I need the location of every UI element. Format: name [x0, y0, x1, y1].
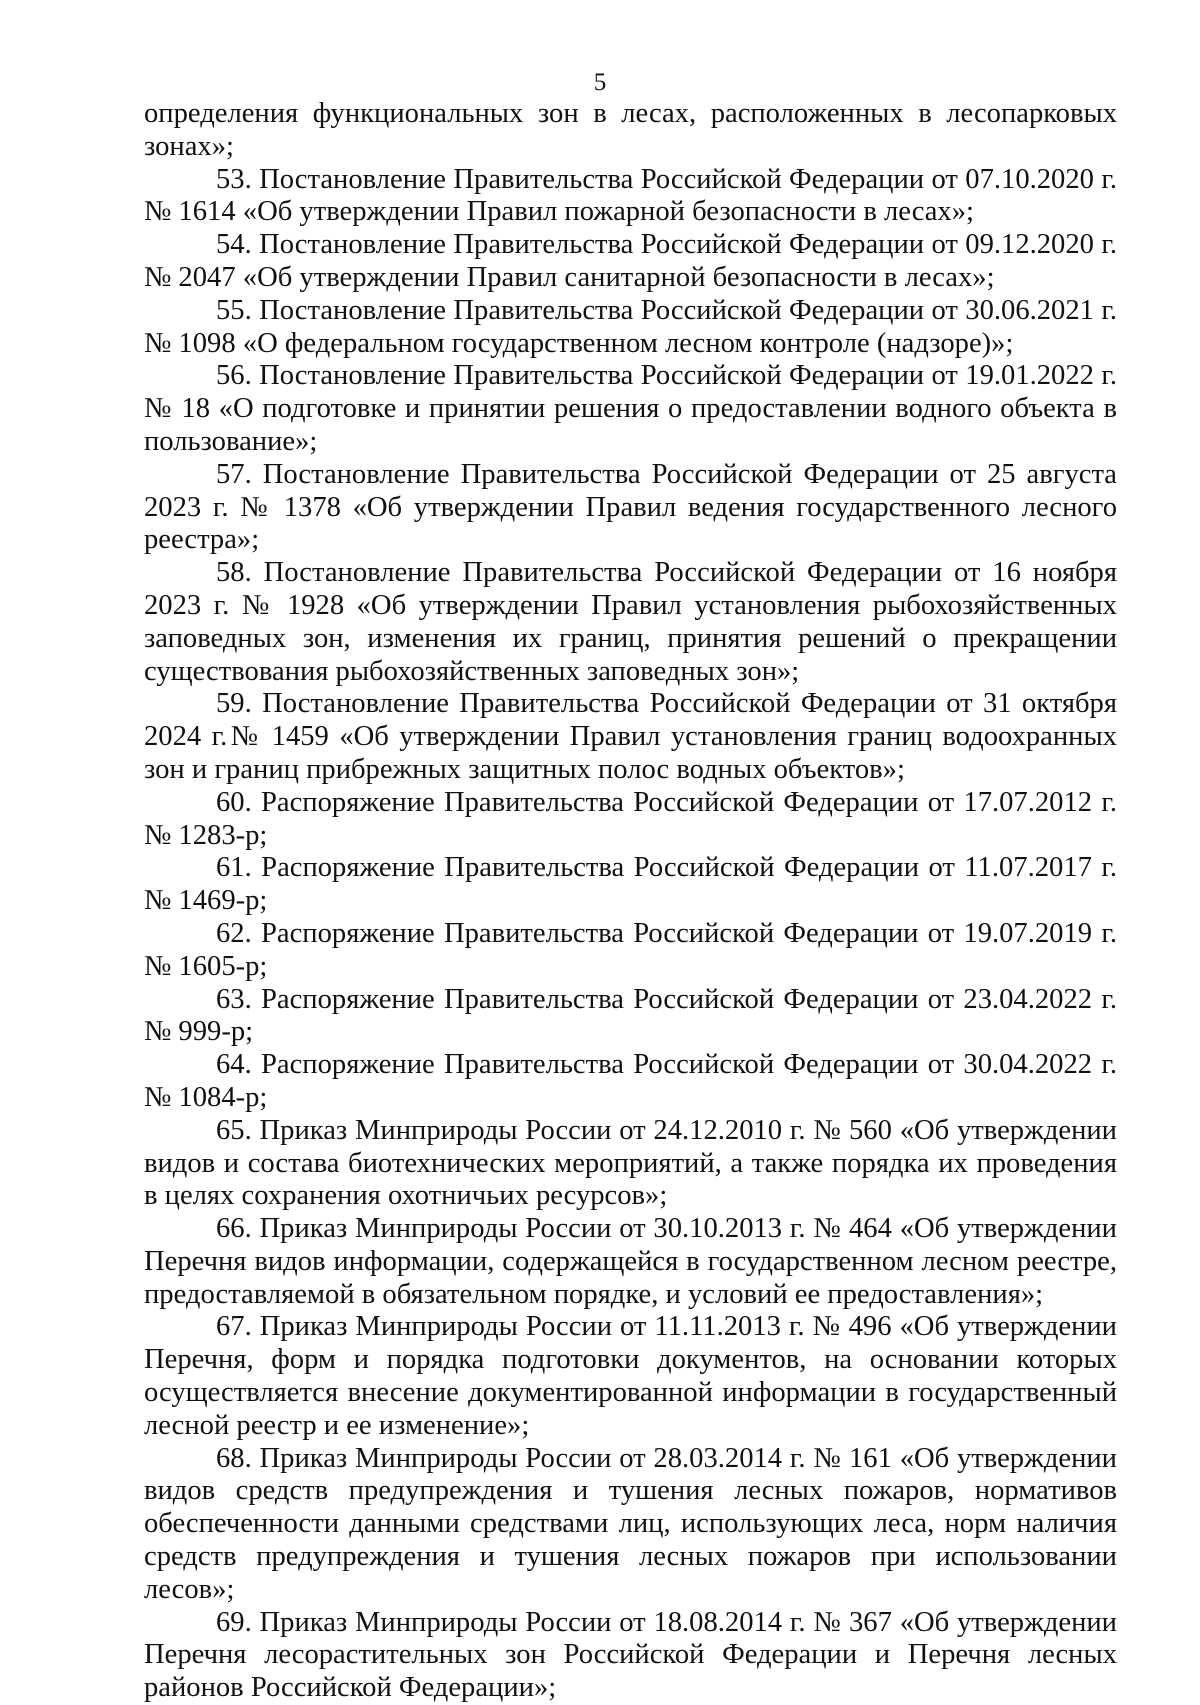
list-item-67: 67. Приказ Минприроды России от 11.11.2013 г. № 496 «Об утверждении Перечня, форм и порядка подготовки документов, на основании которых осуществляется внесение документированной информации в государственный лесной реестр и ее изменение»;: [144, 1311, 1117, 1441]
list-item-62: 62. Распоряжение Правительства Российской Федерации от 19.07.2019 г. № 1605-р;: [144, 917, 1117, 982]
list-item-58: 58. Постановление Правительства Российской Федерации от 16 ноября 2023 г. № 1928 «Об утверждении Правил установления рыбохозяйственных заповедных зон, изменения их границ, принятия решений о прекращении существования рыбохозяйственных заповедных зон»;: [144, 557, 1117, 687]
document-body: [144, 98, 1117, 1705]
list-item-69: 69. Приказ Минприроды России от 18.08.2014 г. № 367 «Об утверждении Перечня лесорастительных зон Российской Федерации и Перечня лесных районов Российской Федерации»;: [144, 1606, 1117, 1704]
paragraph-continuation: определения функциональных зон в лесах, расположенных в лесопарковых зонах»;: [144, 98, 1117, 162]
list-item-60: 60. Распоряжение Правительства Российской Федерации от 17.07.2012 г. № 1283-р;: [144, 786, 1117, 851]
list-item-59: 59. Постановление Правительства Российской Федерации от 31 октября 2024 г.№ 1459 «Об утверждении Правил установления границ водоохранных зон и границ прибрежных защитных полос водных объектов»;: [144, 688, 1117, 785]
list-item-55: 55. Постановление Правительства Российской Федерации от 30.06.2021 г. № 1098 «О федеральном государственном лесном контроле (надзоре)»;: [144, 294, 1117, 359]
list-item-64: 64. Распоряжение Правительства Российской Федерации от 30.04.2022 г. № 1084-р;: [144, 1049, 1117, 1113]
list-item-54: 54. Постановление Правительства Российской Федерации от 09.12.2020 г. № 2047 «Об утверждении Правил санитарной безопасности в лесах»;: [144, 229, 1117, 293]
list-item-56: 56. Постановление Правительства Российской Федерации от 19.01.2022 г. № 18 «О подготовке и принятии решения о предоставлении водного объекта в пользование»;: [144, 360, 1117, 457]
list-item-63: 63. Распоряжение Правительства Российской Федерации от 23.04.2022 г. № 999-р;: [144, 983, 1117, 1048]
page-number: 5: [593, 69, 607, 96]
list-item-66: 66. Приказ Минприроды России от 30.10.2013 г. № 464 «Об утверждении Перечня видов информации, содержащейся в государственном лесном реестре, предоставляемой в обязательном порядке, и условий ее предоставления»;: [144, 1213, 1117, 1310]
list-item-65: 65. Приказ Минприроды России от 24.12.2010 г. № 560 «Об утверждении видов и состава биотехнических мероприятий, а также порядка их проведения в целях сохранения охотничьих ресурсов»;: [144, 1114, 1117, 1212]
list-item-53: 53. Постановление Правительства Российской Федерации от 07.10.2020 г. № 1614 «Об утверждении Правил пожарной безопасности в лесах»;: [144, 163, 1117, 228]
list-item-61: 61. Распоряжение Правительства Российской Федерации от 11.07.2017 г. № 1469-р;: [144, 852, 1117, 917]
list-item-68: 68. Приказ Минприроды России от 28.03.2014 г. № 161 «Об утверждении видов средств предупреждения и тушения лесных пожаров, нормативов обеспеченности данными средствами лиц, использующих леса, норм наличия средств предупреждения и тушения лесных пожаров при использовании лесов»;: [144, 1442, 1117, 1605]
list-item-57: 57. Постановление Правительства Российской Федерации от 25 августа 2023 г. № 1378 «Об утверждении Правил ведения государственного лесного реестра»;: [144, 458, 1117, 556]
